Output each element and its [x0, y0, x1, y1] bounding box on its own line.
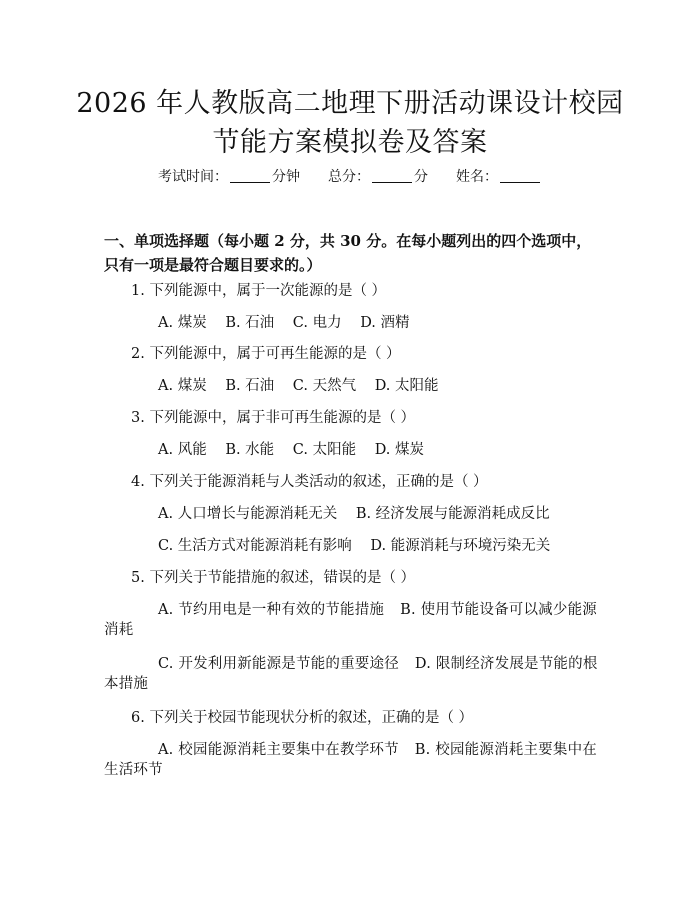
question-6-option-a: A. 校园能源消耗主要集中在教学环节: [158, 742, 399, 758]
question-4-option-b: B. 经济发展与能源消耗成反比: [355, 506, 550, 522]
question-5-stem: 5. 下列关于节能措施的叙述，错误的是（ ）: [131, 570, 416, 586]
question-4-option-d: D. 能源消耗与环境污染无关: [370, 538, 551, 554]
question-2-option-a: A. 煤炭: [158, 378, 207, 394]
question-4-option-c: C. 生活方式对能源消耗有影响: [158, 538, 352, 554]
question-2-stem: 2. 下列能源中，属于可再生能源的是（ ）: [131, 346, 401, 362]
exam-time-unit: 分钟: [272, 169, 300, 185]
question-3-options: [158, 440, 438, 460]
exam-title-line-1: 2026 年人教版高二地理下册活动课设计校园: [76, 88, 624, 119]
question-5-option-b: B. 使用节能设备可以减少能源消耗: [104, 602, 597, 638]
question-1-option-b: B. 石油: [225, 315, 275, 331]
section-heading-single-choice: 一、单项选择题（每小题 2 分，共 30 分。在每小题列出的四个选项中，只有一项是最符合题目要求的。）: [104, 232, 592, 274]
question-5-option-a: A. 节约用电是一种有效的节能措施: [158, 602, 385, 618]
question-1-options: [158, 313, 424, 333]
total-score-blank: [372, 168, 412, 183]
question-5-option-c: C. 开发利用新能源是节能的重要途径: [158, 656, 399, 672]
student-name-label: 姓名：: [456, 169, 498, 185]
question-3-option-d: D. 煤炭: [374, 442, 425, 458]
question-6-option-b: B. 校园能源消耗主要集中在生活环节: [104, 742, 597, 778]
question-2-options: [158, 376, 453, 396]
student-name-blank: [500, 168, 540, 183]
question-4-options-row-2: [158, 536, 564, 556]
total-score-label: 总分：: [328, 169, 370, 185]
question-1-option-d: D. 酒精: [360, 315, 410, 331]
question-3-option-c: C. 太阳能: [292, 442, 357, 458]
exam-time-label: 考试时间：: [158, 169, 228, 185]
question-4-options-row-1: [158, 504, 564, 524]
question-3-option-a: A. 风能: [158, 442, 207, 458]
question-4-option-a: A. 人口增长与能源消耗无关: [158, 506, 338, 522]
question-3-stem: 3. 下列能源中，属于非可再生能源的是（ ）: [131, 410, 416, 426]
question-1-option-a: A. 煤炭: [158, 315, 207, 331]
question-6-options-row-1: [104, 740, 604, 780]
question-3-option-b: B. 水能: [225, 442, 275, 458]
question-2-option-d: D. 太阳能: [374, 378, 439, 394]
question-5-options-row-1: [104, 600, 604, 640]
question-4-stem: 4. 下列关于能源消耗与人类活动的叙述，正确的是（ ）: [131, 474, 488, 490]
question-5-option-d: D. 限制经济发展是节能的根本措施: [104, 656, 598, 692]
question-2-option-b: B. 石油: [225, 378, 275, 394]
question-2-option-c: C. 天然气: [292, 378, 357, 394]
question-5-options-row-2: [104, 654, 604, 694]
exam-title-line-2: 节能方案模拟卷及答案: [212, 127, 488, 158]
question-1-stem: 1. 下列能源中，属于一次能源的是（ ）: [131, 283, 387, 299]
exam-time-blank: [230, 168, 270, 183]
exam-meta-row: [0, 167, 700, 187]
question-6-stem: 6. 下列关于校园节能现状分析的叙述，正确的是（ ）: [131, 710, 474, 726]
total-score-unit: 分: [414, 169, 428, 185]
question-1-option-c: C. 电力: [292, 315, 342, 331]
